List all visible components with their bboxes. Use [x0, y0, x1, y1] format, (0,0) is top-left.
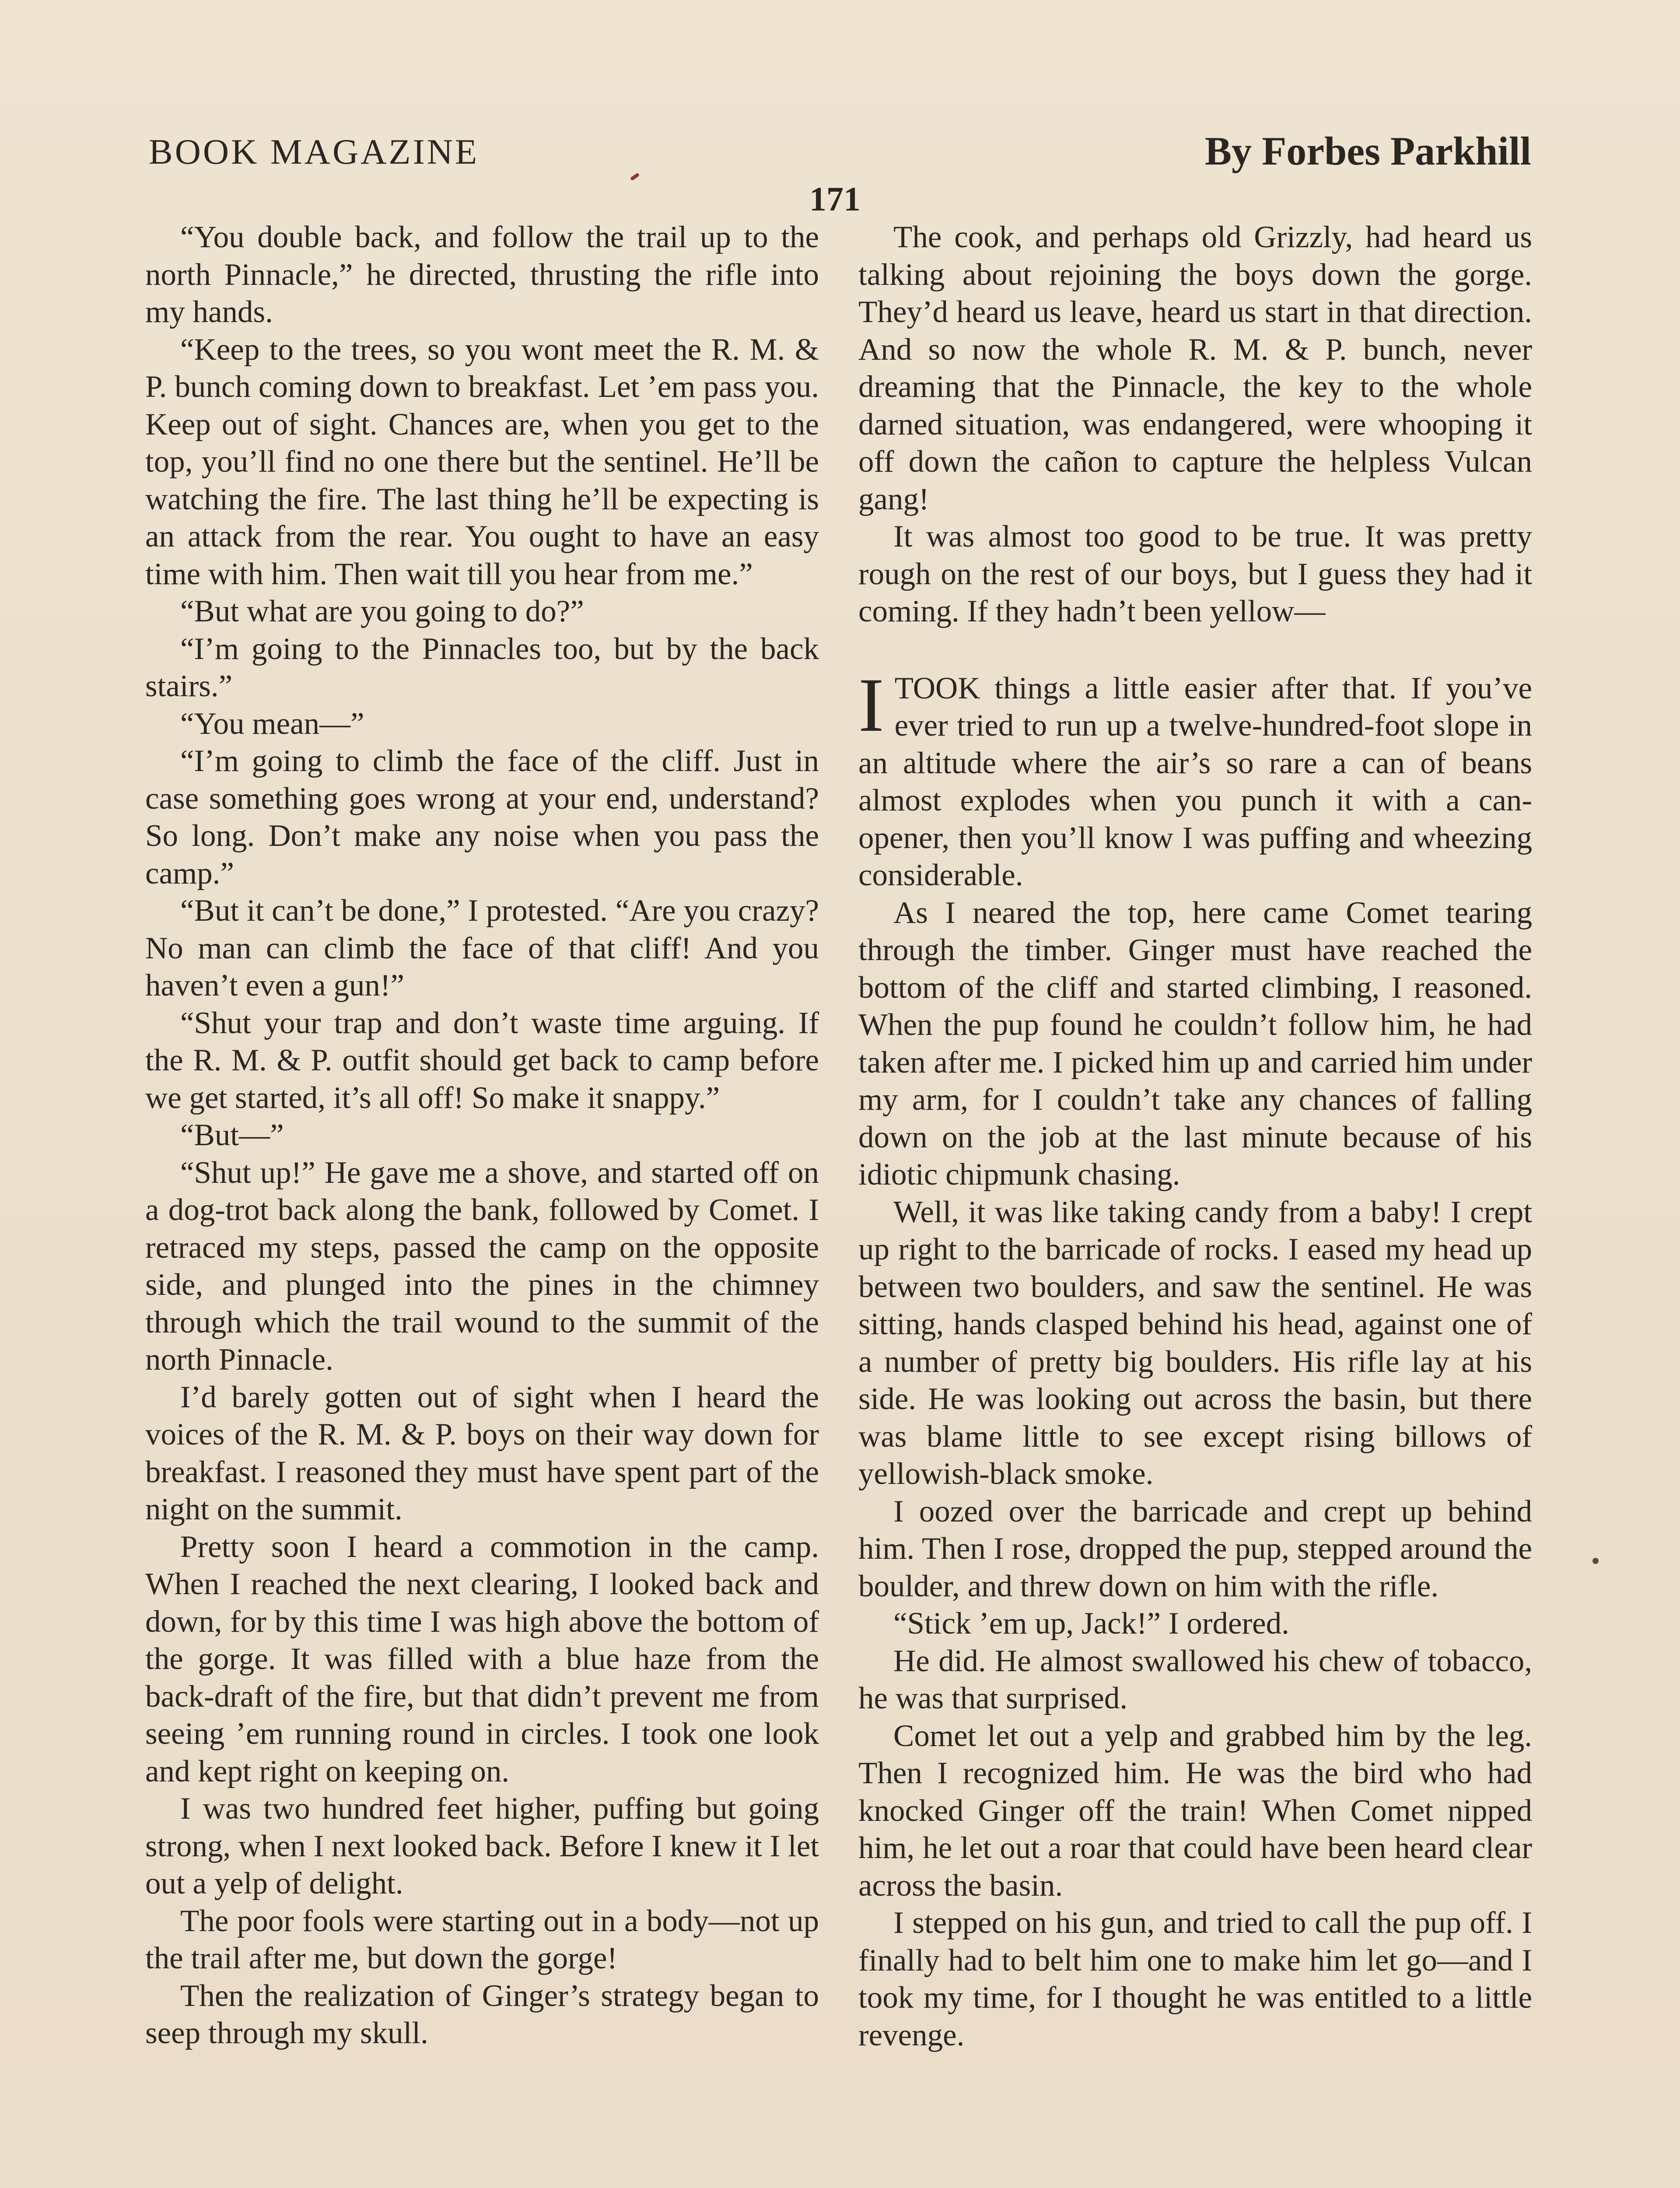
paragraph: Then the realization of Ginger’s strategy began to seep through my skull. [145, 1978, 819, 2050]
paragraph-text: TOOK things a little easier after that. If you’ve ever tried to run up a twelve-hundred-foot slope in an altitude where the air’s so rare a can of beans almost explodes when you punch it with a can-opener, then you’ll know I was puffing and wheezing considerable. [858, 671, 1532, 892]
paragraph: The poor fools were starting out in a body—not up the trail after me, but down the gorge! [145, 1904, 819, 1975]
paragraph: I stepped on his gun, and tried to call the pup off. I finally had to belt him one to make him let go—and I took my time, for I thought he was entitled to a little revenge. [858, 1906, 1532, 2052]
paragraph: Pretty soon I heard a commotion in the camp. When I reached the next clearing, I looked back and down, for by this time I was high above the bottom of the gorge. It was filled with a blue haze from the back-draft of the fire, but that didn’t prevent me from seeing ’em running round in circles. I took one look and kept right on keeping on. [145, 1529, 819, 1788]
paragraph: “You mean—” [180, 706, 364, 741]
drop-cap: I [858, 662, 884, 748]
right-text-column [858, 219, 1532, 2054]
page-number: 171 [809, 180, 861, 218]
author-byline: By Forbes Parkhill [1204, 129, 1531, 173]
paragraph: He did. He almost swallowed his chew of tobacco, he was that surprised. [858, 1644, 1532, 1715]
paragraph: Well, it was like taking candy from a baby! I crept up right to the barricade of rocks. I eased my head up between two boulders, and saw the sentinel. He was sitting, hands clasped behind his head, against one of a number of pretty big boulders. His rifle lay at his side. He was looking out across the basin, but there was blame little to see except rising billows of yellowish-black smoke. [858, 1195, 1532, 1491]
paragraph: The cook, and perhaps old Grizzly, had heard us talking about rejoining the boys down the gorge. They’d heard us leave, heard us start in that direction. And so now the whole R. M. & P. bunch, never dreaming that the Pinnacle, the key to the whole darned situation, was endangered, were whooping it off down the cañon to capture the helpless Vulcan gang! [858, 220, 1532, 516]
paragraph: “I’m going to the Pinnacles too, but by the back stairs.” [145, 631, 819, 703]
paragraph: Comet let out a yelp and grabbed him by the leg. Then I recognized him. He was the bird who had knocked Ginger off the train! When Comet nipped him, he let out a roar that could have been heard clear across the basin. [858, 1718, 1532, 1903]
paragraph: “But it can’t be done,” I protested. “Are you crazy? No man can climb the face of that cliff! And you haven’t even a gun!” [145, 894, 819, 1003]
paragraph: “Shut up!” He gave me a shove, and started off on a dog-trot back along the bank, followed by Comet. I retraced my steps, passed the camp on the opposite side, and plunged into the pines in the chimney through which the trail wound to the summit of the north Pinnacle. [145, 1155, 819, 1377]
paragraph: “I’m going to climb the face of the cliff. Just in case something goes wrong at your end, understand? So long. Don’t make any noise when you pass the camp.” [145, 744, 819, 891]
paragraph: “Shut your trap and don’t waste time arguing. If the R. M. & P. outfit should get back to camp before we get started, it’s all off! So make it snappy.” [145, 1006, 819, 1115]
paragraph: As I neared the top, here came Comet tearing through the timber. Ginger must have reached the bottom of the cliff and started climbing, I reasoned. When the pup found he couldn’t follow him, he had taken after me. I picked him up and carried him under my arm, for I couldn’t take any chances of falling down on the job at the last minute because of his idiotic chipmunk chasing. [858, 895, 1532, 1192]
paragraph: I oozed over the barricade and crept up behind him. Then I rose, dropped the pup, stepped around the boulder, and threw down on him with the rifle. [858, 1494, 1532, 1603]
section-opening-paragraph [858, 662, 1532, 894]
ink-speck [1592, 1558, 1599, 1564]
paragraph: “But what are you going to do?” [180, 594, 584, 628]
paragraph: I’d barely gotten out of sight when I heard the voices of the R. M. & P. boys on their way down for breakfast. I reasoned they must have spent part of the night on the summit. [145, 1380, 819, 1526]
paragraph: It was almost too good to be true. It was pretty rough on the rest of our boys, but I guess they had it coming. If they hadn’t been yellow— [858, 519, 1532, 628]
left-text-column [145, 219, 819, 2052]
publication-title: BOOK MAGAZINE [149, 132, 480, 172]
paragraph: “You double back, and follow the trail up to the north Pinnacle,” he directed, thrusting the rifle into my hands. [145, 220, 819, 329]
paragraph: “Keep to the trees, so you wont meet the R. M. & P. bunch coming down to breakfast. Let ’em pass you. Keep out of sight. Chances are, when you get to the top, you’ll find no one there but the sentinel. He’ll be watching the fire. The last thing he’ll be expecting is an attack from the rear. You ought to have an easy time with him. Then wait till you hear from me.” [145, 332, 819, 591]
paragraph: “Stick ’em up, Jack!” I ordered. [893, 1606, 1289, 1641]
ink-mark [630, 172, 640, 181]
paragraph: I was two hundred feet higher, puffing but going strong, when I next looked back. Before I knew it I let out a yelp of delight. [145, 1792, 819, 1900]
paragraph: “But—” [180, 1118, 284, 1152]
